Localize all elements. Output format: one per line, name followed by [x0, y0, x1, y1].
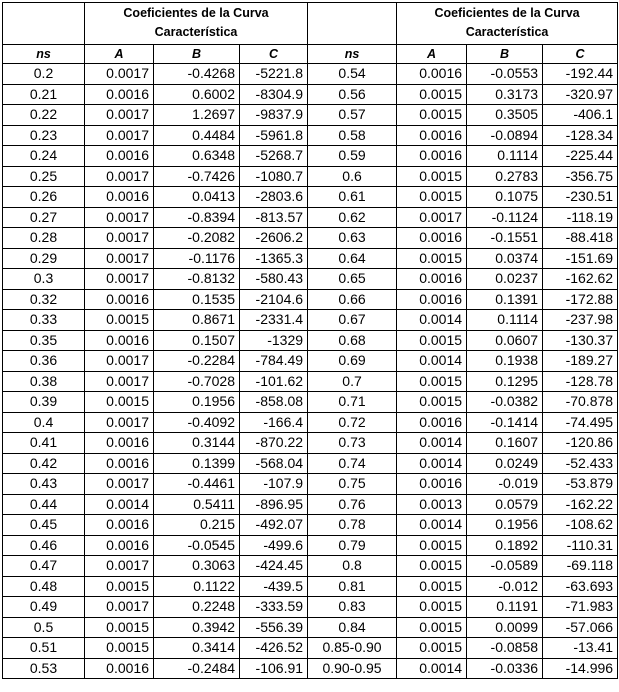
cell-c: -426.52	[240, 638, 308, 659]
cell-a: 0.0016	[85, 453, 154, 474]
cell-a: 0.0015	[397, 617, 467, 638]
cell-a: 0.0014	[397, 658, 467, 679]
cell-b: 0.4484	[154, 125, 240, 146]
column-header-b: B	[467, 45, 543, 64]
cell-a: 0.0016	[397, 64, 467, 85]
cell-b: -0.2082	[154, 228, 240, 249]
cell-ns: 0.38	[3, 371, 85, 392]
column-header-ns: ns	[3, 45, 85, 64]
table-row	[3, 597, 618, 618]
cell-a: 0.0014	[85, 494, 154, 515]
cell-a: 0.0014	[397, 351, 467, 372]
cell-ns: 0.84	[308, 617, 397, 638]
cell-ns: 0.66	[308, 289, 397, 310]
cell-b: -0.019	[467, 474, 543, 495]
cell-b: 1.2697	[154, 105, 240, 126]
cell-a: 0.0017	[85, 125, 154, 146]
cell-ns: 0.61	[308, 187, 397, 208]
cell-a: 0.0017	[397, 207, 467, 228]
cell-ns: 0.62	[308, 207, 397, 228]
cell-ns: 0.72	[308, 412, 397, 433]
cell-a: 0.0015	[397, 392, 467, 413]
cell-ns: 0.85-0.90	[308, 638, 397, 659]
cell-b: 0.3063	[154, 556, 240, 577]
cell-b: 0.0374	[467, 248, 543, 269]
cell-c: -5961.8	[240, 125, 308, 146]
cell-a: 0.0015	[85, 617, 154, 638]
cell-c: -106.91	[240, 658, 308, 679]
cell-ns: 0.90-0.95	[308, 658, 397, 679]
coefficients-table	[2, 2, 618, 679]
cell-b: 0.3144	[154, 433, 240, 454]
cell-c: -110.31	[543, 535, 618, 556]
column-header-ns: ns	[308, 45, 397, 64]
table-row	[3, 412, 618, 433]
cell-a: 0.0015	[397, 84, 467, 105]
cell-c: -492.07	[240, 515, 308, 536]
cell-b: -0.8394	[154, 207, 240, 228]
cell-ns: 0.27	[3, 207, 85, 228]
cell-c: -568.04	[240, 453, 308, 474]
cell-c: -2606.2	[240, 228, 308, 249]
cell-a: 0.0015	[397, 187, 467, 208]
cell-a: 0.0014	[397, 433, 467, 454]
cell-a: 0.0017	[85, 207, 154, 228]
cell-ns: 0.63	[308, 228, 397, 249]
cell-a: 0.0015	[397, 248, 467, 269]
cell-ns: 0.53	[3, 658, 85, 679]
cell-ns: 0.57	[308, 105, 397, 126]
cell-c: -172.88	[543, 289, 618, 310]
cell-a: 0.0015	[397, 576, 467, 597]
cell-a: 0.0017	[85, 248, 154, 269]
cell-a: 0.0017	[85, 412, 154, 433]
cell-b: 0.3505	[467, 105, 543, 126]
cell-b: 0.1938	[467, 351, 543, 372]
cell-c: -320.97	[543, 84, 618, 105]
cell-a: 0.0014	[397, 515, 467, 536]
cell-b: 0.1191	[467, 597, 543, 618]
cell-c: -2104.6	[240, 289, 308, 310]
cell-c: -192.44	[543, 64, 618, 85]
cell-ns: 0.32	[3, 289, 85, 310]
cell-ns: 0.45	[3, 515, 85, 536]
cell-ns: 0.4	[3, 412, 85, 433]
table-row	[3, 556, 618, 577]
cell-b: 0.1075	[467, 187, 543, 208]
cell-a: 0.0015	[397, 371, 467, 392]
cell-c: -53.879	[543, 474, 618, 495]
cell-c: -896.95	[240, 494, 308, 515]
column-header-a: A	[397, 45, 467, 64]
cell-ns: 0.74	[308, 453, 397, 474]
cell-ns: 0.48	[3, 576, 85, 597]
group-header-blank	[308, 3, 397, 45]
cell-b: 0.0237	[467, 269, 543, 290]
cell-c: -13.41	[543, 638, 618, 659]
cell-c: -580.43	[240, 269, 308, 290]
cell-a: 0.0015	[85, 392, 154, 413]
cell-c: -189.27	[543, 351, 618, 372]
cell-ns: 0.29	[3, 248, 85, 269]
cell-ns: 0.39	[3, 392, 85, 413]
cell-ns: 0.69	[308, 351, 397, 372]
cell-b: 0.1114	[467, 310, 543, 331]
cell-b: 0.1391	[467, 289, 543, 310]
cell-b: 0.1114	[467, 146, 543, 167]
cell-c: -2331.4	[240, 310, 308, 331]
cell-b: -0.0382	[467, 392, 543, 413]
table-row	[3, 228, 618, 249]
table-row	[3, 351, 618, 372]
cell-c: -69.118	[543, 556, 618, 577]
table-row	[3, 638, 618, 659]
column-header-c: C	[543, 45, 618, 64]
cell-ns: 0.28	[3, 228, 85, 249]
cell-b: 0.8671	[154, 310, 240, 331]
cell-a: 0.0017	[85, 64, 154, 85]
cell-c: -120.86	[543, 433, 618, 454]
cell-c: -813.57	[240, 207, 308, 228]
cell-a: 0.0016	[397, 269, 467, 290]
cell-ns: 0.3	[3, 269, 85, 290]
cell-a: 0.0015	[85, 576, 154, 597]
cell-b: 0.2248	[154, 597, 240, 618]
cell-a: 0.0016	[85, 535, 154, 556]
group-header-right: Coeficientes de la Curva Característica	[397, 3, 618, 45]
table-row	[3, 207, 618, 228]
cell-b: 0.0413	[154, 187, 240, 208]
cell-b: 0.215	[154, 515, 240, 536]
cell-a: 0.0017	[85, 556, 154, 577]
group-header-row	[3, 3, 618, 45]
cell-c: -88.418	[543, 228, 618, 249]
cell-ns: 0.73	[308, 433, 397, 454]
cell-ns: 0.81	[308, 576, 397, 597]
cell-b: 0.2783	[467, 166, 543, 187]
cell-ns: 0.42	[3, 453, 85, 474]
cell-b: -0.2284	[154, 351, 240, 372]
cell-ns: 0.36	[3, 351, 85, 372]
cell-ns: 0.24	[3, 146, 85, 167]
cell-c: -556.39	[240, 617, 308, 638]
cell-a: 0.0016	[397, 146, 467, 167]
table-row	[3, 371, 618, 392]
cell-ns: 0.26	[3, 187, 85, 208]
cell-ns: 0.56	[308, 84, 397, 105]
cell-c: -162.62	[543, 269, 618, 290]
cell-b: -0.0545	[154, 535, 240, 556]
cell-b: 0.0607	[467, 330, 543, 351]
cell-c: -333.59	[240, 597, 308, 618]
cell-c: -499.6	[240, 535, 308, 556]
cell-ns: 0.43	[3, 474, 85, 495]
cell-b: 0.1122	[154, 576, 240, 597]
cell-c: -8304.9	[240, 84, 308, 105]
table-row	[3, 474, 618, 495]
cell-c: -1365.3	[240, 248, 308, 269]
cell-b: -0.7028	[154, 371, 240, 392]
table-row	[3, 330, 618, 351]
cell-b: 0.3414	[154, 638, 240, 659]
cell-b: 0.0579	[467, 494, 543, 515]
cell-ns: 0.22	[3, 105, 85, 126]
table-row	[3, 146, 618, 167]
cell-b: -0.2484	[154, 658, 240, 679]
cell-b: -0.0589	[467, 556, 543, 577]
cell-a: 0.0017	[85, 474, 154, 495]
cell-b: -0.4461	[154, 474, 240, 495]
cell-ns: 0.2	[3, 64, 85, 85]
cell-c: -107.9	[240, 474, 308, 495]
cell-c: -9837.9	[240, 105, 308, 126]
cell-a: 0.0016	[85, 84, 154, 105]
cell-a: 0.0015	[85, 638, 154, 659]
table-row	[3, 515, 618, 536]
cell-c: -2803.6	[240, 187, 308, 208]
cell-a: 0.0017	[85, 269, 154, 290]
cell-c: -406.1	[543, 105, 618, 126]
table-row	[3, 248, 618, 269]
table-row	[3, 84, 618, 105]
cell-c: -858.08	[240, 392, 308, 413]
cell-b: -0.0336	[467, 658, 543, 679]
cell-ns: 0.23	[3, 125, 85, 146]
cell-a: 0.0016	[85, 289, 154, 310]
cell-ns: 0.76	[308, 494, 397, 515]
cell-c: -1080.7	[240, 166, 308, 187]
cell-a: 0.0016	[85, 515, 154, 536]
table-row	[3, 105, 618, 126]
cell-a: 0.0016	[85, 330, 154, 351]
table-row	[3, 617, 618, 638]
cell-c: -5268.7	[240, 146, 308, 167]
table-row	[3, 125, 618, 146]
cell-ns: 0.44	[3, 494, 85, 515]
cell-ns: 0.8	[308, 556, 397, 577]
table-row	[3, 310, 618, 331]
cell-ns: 0.41	[3, 433, 85, 454]
cell-b: -0.4268	[154, 64, 240, 85]
table-row	[3, 64, 618, 85]
cell-ns: 0.83	[308, 597, 397, 618]
cell-b: 0.0099	[467, 617, 543, 638]
table-row	[3, 289, 618, 310]
cell-b: 0.6348	[154, 146, 240, 167]
cell-ns: 0.33	[3, 310, 85, 331]
cell-a: 0.0016	[397, 228, 467, 249]
cell-c: -870.22	[240, 433, 308, 454]
cell-c: -63.693	[543, 576, 618, 597]
cell-a: 0.0016	[85, 187, 154, 208]
cell-a: 0.0015	[397, 105, 467, 126]
cell-ns: 0.67	[308, 310, 397, 331]
cell-c: -57.066	[543, 617, 618, 638]
cell-c: -424.45	[240, 556, 308, 577]
cell-b: 0.1295	[467, 371, 543, 392]
cell-a: 0.0014	[397, 453, 467, 474]
table-row	[3, 433, 618, 454]
cell-ns: 0.49	[3, 597, 85, 618]
cell-a: 0.0015	[397, 330, 467, 351]
cell-a: 0.0015	[397, 638, 467, 659]
cell-a: 0.0017	[85, 371, 154, 392]
cell-ns: 0.6	[308, 166, 397, 187]
cell-a: 0.0016	[397, 474, 467, 495]
cell-c: -108.62	[543, 515, 618, 536]
cell-ns: 0.68	[308, 330, 397, 351]
cell-b: 0.0249	[467, 453, 543, 474]
cell-c: -151.69	[543, 248, 618, 269]
cell-b: 0.1607	[467, 433, 543, 454]
cell-b: -0.1124	[467, 207, 543, 228]
cell-b: -0.7426	[154, 166, 240, 187]
cell-b: -0.0894	[467, 125, 543, 146]
cell-ns: 0.64	[308, 248, 397, 269]
cell-ns: 0.65	[308, 269, 397, 290]
cell-c: -356.75	[543, 166, 618, 187]
cell-b: 0.1535	[154, 289, 240, 310]
cell-b: -0.0553	[467, 64, 543, 85]
cell-c: -162.22	[543, 494, 618, 515]
cell-b: 0.5411	[154, 494, 240, 515]
cell-a: 0.0017	[85, 228, 154, 249]
cell-b: -0.8132	[154, 269, 240, 290]
table-row	[3, 576, 618, 597]
cell-ns: 0.71	[308, 392, 397, 413]
cell-a: 0.0015	[397, 556, 467, 577]
cell-b: 0.1892	[467, 535, 543, 556]
cell-a: 0.0016	[397, 289, 467, 310]
cell-c: -128.78	[543, 371, 618, 392]
cell-ns: 0.47	[3, 556, 85, 577]
cell-b: -0.0858	[467, 638, 543, 659]
cell-c: -118.19	[543, 207, 618, 228]
table-body	[3, 64, 618, 679]
cell-a: 0.0015	[397, 166, 467, 187]
cell-ns: 0.54	[308, 64, 397, 85]
cell-b: 0.3173	[467, 84, 543, 105]
cell-b: 0.1956	[467, 515, 543, 536]
cell-c: -101.62	[240, 371, 308, 392]
cell-a: 0.0016	[85, 146, 154, 167]
cell-a: 0.0017	[85, 105, 154, 126]
cell-ns: 0.58	[308, 125, 397, 146]
cell-b: 0.1507	[154, 330, 240, 351]
cell-c: -74.495	[543, 412, 618, 433]
cell-ns: 0.51	[3, 638, 85, 659]
cell-b: -0.012	[467, 576, 543, 597]
cell-ns: 0.78	[308, 515, 397, 536]
cell-a: 0.0016	[397, 125, 467, 146]
table-row	[3, 187, 618, 208]
cell-c: -225.44	[543, 146, 618, 167]
table-row	[3, 535, 618, 556]
cell-ns: 0.46	[3, 535, 85, 556]
cell-ns: 0.5	[3, 617, 85, 638]
cell-b: -0.1414	[467, 412, 543, 433]
cell-ns: 0.7	[308, 371, 397, 392]
cell-a: 0.0017	[85, 166, 154, 187]
cell-a: 0.0015	[397, 535, 467, 556]
cell-c: -784.49	[240, 351, 308, 372]
group-header-left: Coeficientes de la Curva Característica	[85, 3, 308, 45]
cell-b: -0.1176	[154, 248, 240, 269]
cell-ns: 0.75	[308, 474, 397, 495]
cell-a: 0.0015	[85, 310, 154, 331]
cell-a: 0.0016	[85, 433, 154, 454]
cell-a: 0.0015	[397, 597, 467, 618]
cell-ns: 0.79	[308, 535, 397, 556]
cell-c: -237.98	[543, 310, 618, 331]
cell-c: -52.433	[543, 453, 618, 474]
cell-a: 0.0017	[85, 351, 154, 372]
cell-b: 0.1956	[154, 392, 240, 413]
table-row	[3, 392, 618, 413]
cell-b: 0.1399	[154, 453, 240, 474]
column-header-row	[3, 45, 618, 64]
table-row	[3, 494, 618, 515]
table-row	[3, 658, 618, 679]
table-row	[3, 453, 618, 474]
column-header-c: C	[240, 45, 308, 64]
cell-c: -230.51	[543, 187, 618, 208]
cell-c: -128.34	[543, 125, 618, 146]
cell-c: -5221.8	[240, 64, 308, 85]
cell-a: 0.0016	[397, 412, 467, 433]
column-header-b: B	[154, 45, 240, 64]
cell-ns: 0.21	[3, 84, 85, 105]
cell-c: -166.4	[240, 412, 308, 433]
cell-c: -71.983	[543, 597, 618, 618]
cell-c: -130.37	[543, 330, 618, 351]
column-header-a: A	[85, 45, 154, 64]
cell-b: -0.1551	[467, 228, 543, 249]
group-header-blank	[3, 3, 85, 45]
cell-a: 0.0014	[397, 310, 467, 331]
cell-b: -0.4092	[154, 412, 240, 433]
cell-c: -1329	[240, 330, 308, 351]
cell-a: 0.0016	[85, 658, 154, 679]
cell-ns: 0.35	[3, 330, 85, 351]
table-row	[3, 269, 618, 290]
cell-a: 0.0017	[85, 597, 154, 618]
cell-c: -439.5	[240, 576, 308, 597]
cell-b: 0.6002	[154, 84, 240, 105]
cell-c: -70.878	[543, 392, 618, 413]
cell-ns: 0.25	[3, 166, 85, 187]
cell-c: -14.996	[543, 658, 618, 679]
table-row	[3, 166, 618, 187]
cell-ns: 0.59	[308, 146, 397, 167]
cell-a: 0.0013	[397, 494, 467, 515]
cell-b: 0.3942	[154, 617, 240, 638]
